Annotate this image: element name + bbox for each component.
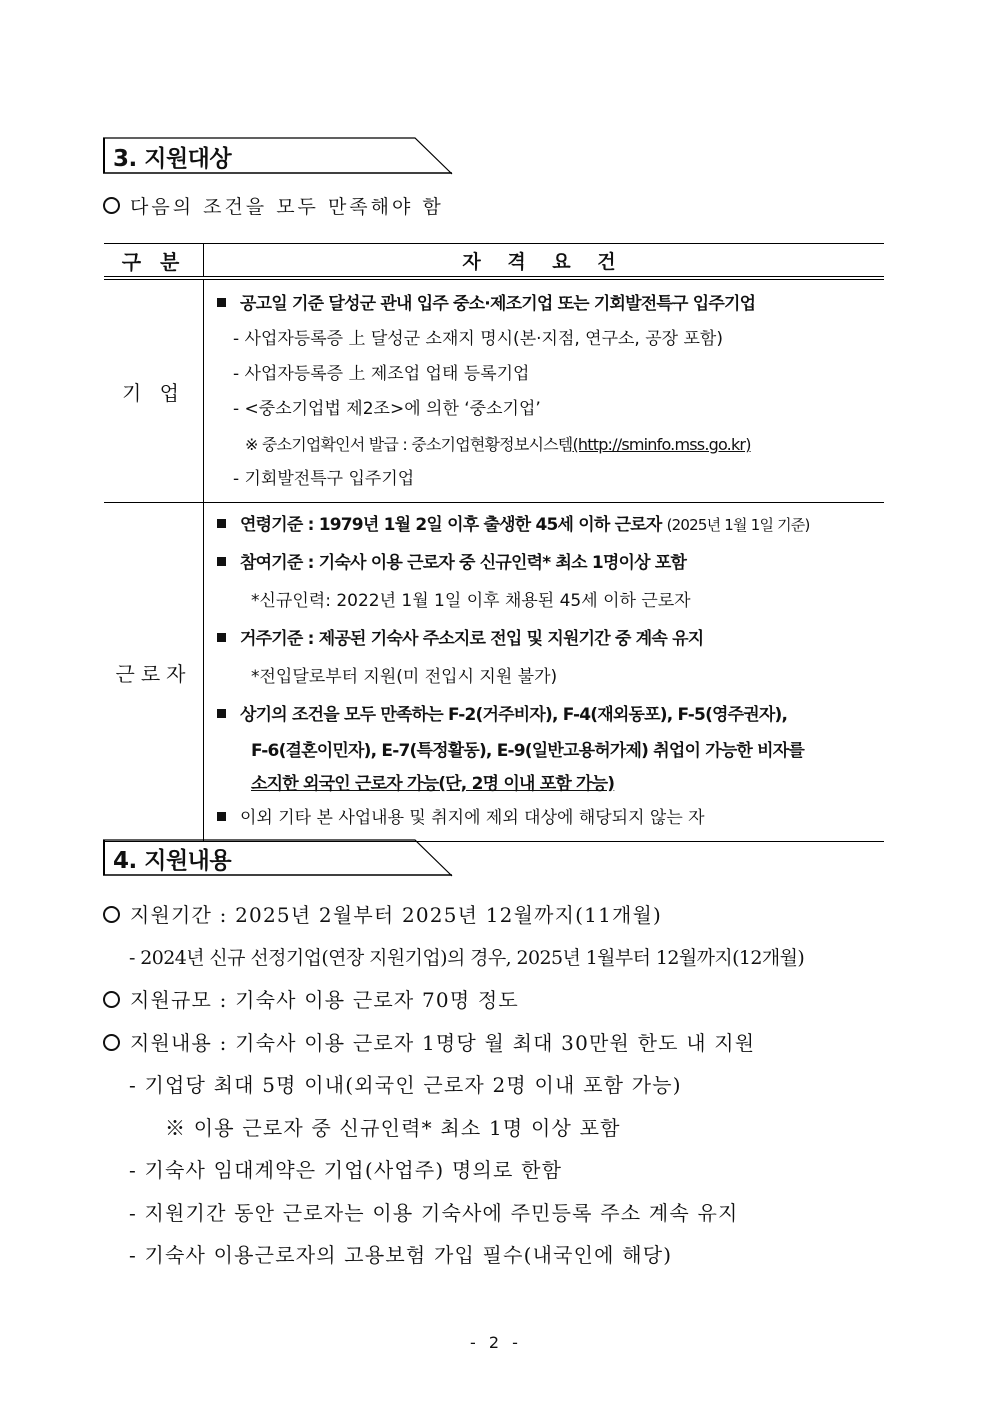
square-bullet-icon: [217, 709, 226, 718]
square-bullet-icon: [217, 298, 226, 307]
support-detail-contract: - 기숙사 임대계약은 기업(사업주) 명의로 한함: [129, 1158, 563, 1182]
hollow-circle-icon: [103, 1034, 120, 1051]
worker-age-basis: (2025년 1월 1일 기준): [666, 516, 810, 534]
sminfo-link[interactable]: (http://sminfo.mss.go.kr): [572, 435, 751, 454]
worker-new-hire-note: *신규인력: 2022년 1월 1일 이후 채용된 45세 이하 근로자: [251, 591, 691, 611]
table-row-worker: [104, 503, 884, 842]
square-bullet-icon: [217, 812, 226, 821]
worker-participation-criteria: 참여기준 : 기숙사 이용 근로자 중 신규인력* 최소 1명이상 포함: [240, 553, 687, 573]
support-period-extension: - 2024년 신규 선정기업(연장 지원기업)의 경우, 2025년 1월부터 12월까지(12개월): [129, 946, 805, 969]
support-content: [103, 894, 804, 1277]
company-req-6: - 기회발전특구 입주기업: [233, 469, 415, 489]
support-period: 지원기간 : 2025년 2월부터 2025년 12월까지(11개월): [130, 903, 663, 927]
support-detail-note: ※ 이용 근로자 중 신규인력* 최소 1명 이상 포함: [165, 1115, 621, 1140]
company-note: ※ 중소기업확인서 발급 : 중소기업현황정보시스템: [245, 435, 573, 454]
hollow-circle-icon: [103, 906, 120, 923]
header-requirements: 자 격 요 건: [204, 244, 885, 279]
section-4-heading: [103, 839, 453, 877]
hollow-circle-icon: [103, 991, 120, 1008]
support-scale: 지원규모 : 기숙사 이용 근로자 70명 정도: [130, 988, 519, 1012]
hollow-circle-icon: [103, 197, 120, 214]
table-row-company: [104, 278, 884, 503]
worker-residence-note: *전입달로부터 지원(미 전입시 지원 불가): [251, 667, 558, 687]
section-3-heading: [103, 137, 453, 175]
row-label-worker: 근로자: [104, 503, 204, 842]
square-bullet-icon: [217, 557, 226, 566]
table-header-row: [104, 244, 884, 279]
worker-foreign-criteria-3: 소지한 외국인 근로자 가능(단, 2명 이내 포함 가능): [251, 774, 615, 794]
worker-residence-criteria: 거주기준 : 제공된 기숙사 주소지로 전입 및 지원기간 중 계속 유지: [240, 629, 704, 649]
section-3-intro: 다음의 조건을 모두 만족해야 함: [103, 192, 444, 219]
support-detail-limit: - 기업당 최대 5명 이내(외국인 근로자 2명 이내 포함 가능): [129, 1073, 682, 1097]
header-category: 구 분: [104, 244, 204, 279]
worker-foreign-criteria-1: 상기의 조건을 모두 만족하는 F-2(거주비자), F-4(재외동포), F-5(영주권자),: [240, 705, 788, 725]
section-3-title: 3. 지원대상: [113, 146, 232, 172]
page-number: - 2 -: [470, 1333, 522, 1352]
row-label-company: 기 업: [104, 278, 204, 503]
company-req-4: - <중소기업법 제2조>에 의한 ‘중소기업’: [233, 399, 541, 419]
requirements-table: [104, 243, 884, 842]
square-bullet-icon: [217, 519, 226, 528]
support-detail-insurance: - 기숙사 이용근로자의 고용보험 가입 필수(내국인에 해당): [129, 1243, 673, 1267]
company-req-1: 공고일 기준 달성군 관내 입주 중소·제조기업 또는 기회발전특구 입주기업: [240, 294, 756, 314]
worker-exclusion: 이외 기타 본 사업내용 및 취지에 제외 대상에 해당되지 않는 자: [240, 808, 705, 828]
worker-age-criteria: 연령기준 : 1979년 1월 2일 이후 출생한 45세 이하 근로자: [240, 515, 662, 535]
support-detail-residence: - 지원기간 동안 근로자는 이용 기숙사에 주민등록 주소 계속 유지: [129, 1200, 739, 1225]
company-req-3: - 사업자등록증 上 제조업 업태 등록기업: [233, 364, 530, 384]
worker-foreign-criteria-2: F-6(결혼이민자), E-7(특정활동), E-9(일반고용허가제) 취업이 가능한 비자를: [251, 741, 805, 761]
support-details: 지원내용 : 기숙사 이용 근로자 1명당 월 최대 30만원 한도 내 지원: [130, 1030, 756, 1055]
square-bullet-icon: [217, 633, 226, 642]
company-req-2: - 사업자등록증 上 달성군 소재지 명시(본·지점, 연구소, 공장 포함): [233, 329, 723, 349]
section-4-title: 4. 지원내용: [113, 848, 232, 874]
